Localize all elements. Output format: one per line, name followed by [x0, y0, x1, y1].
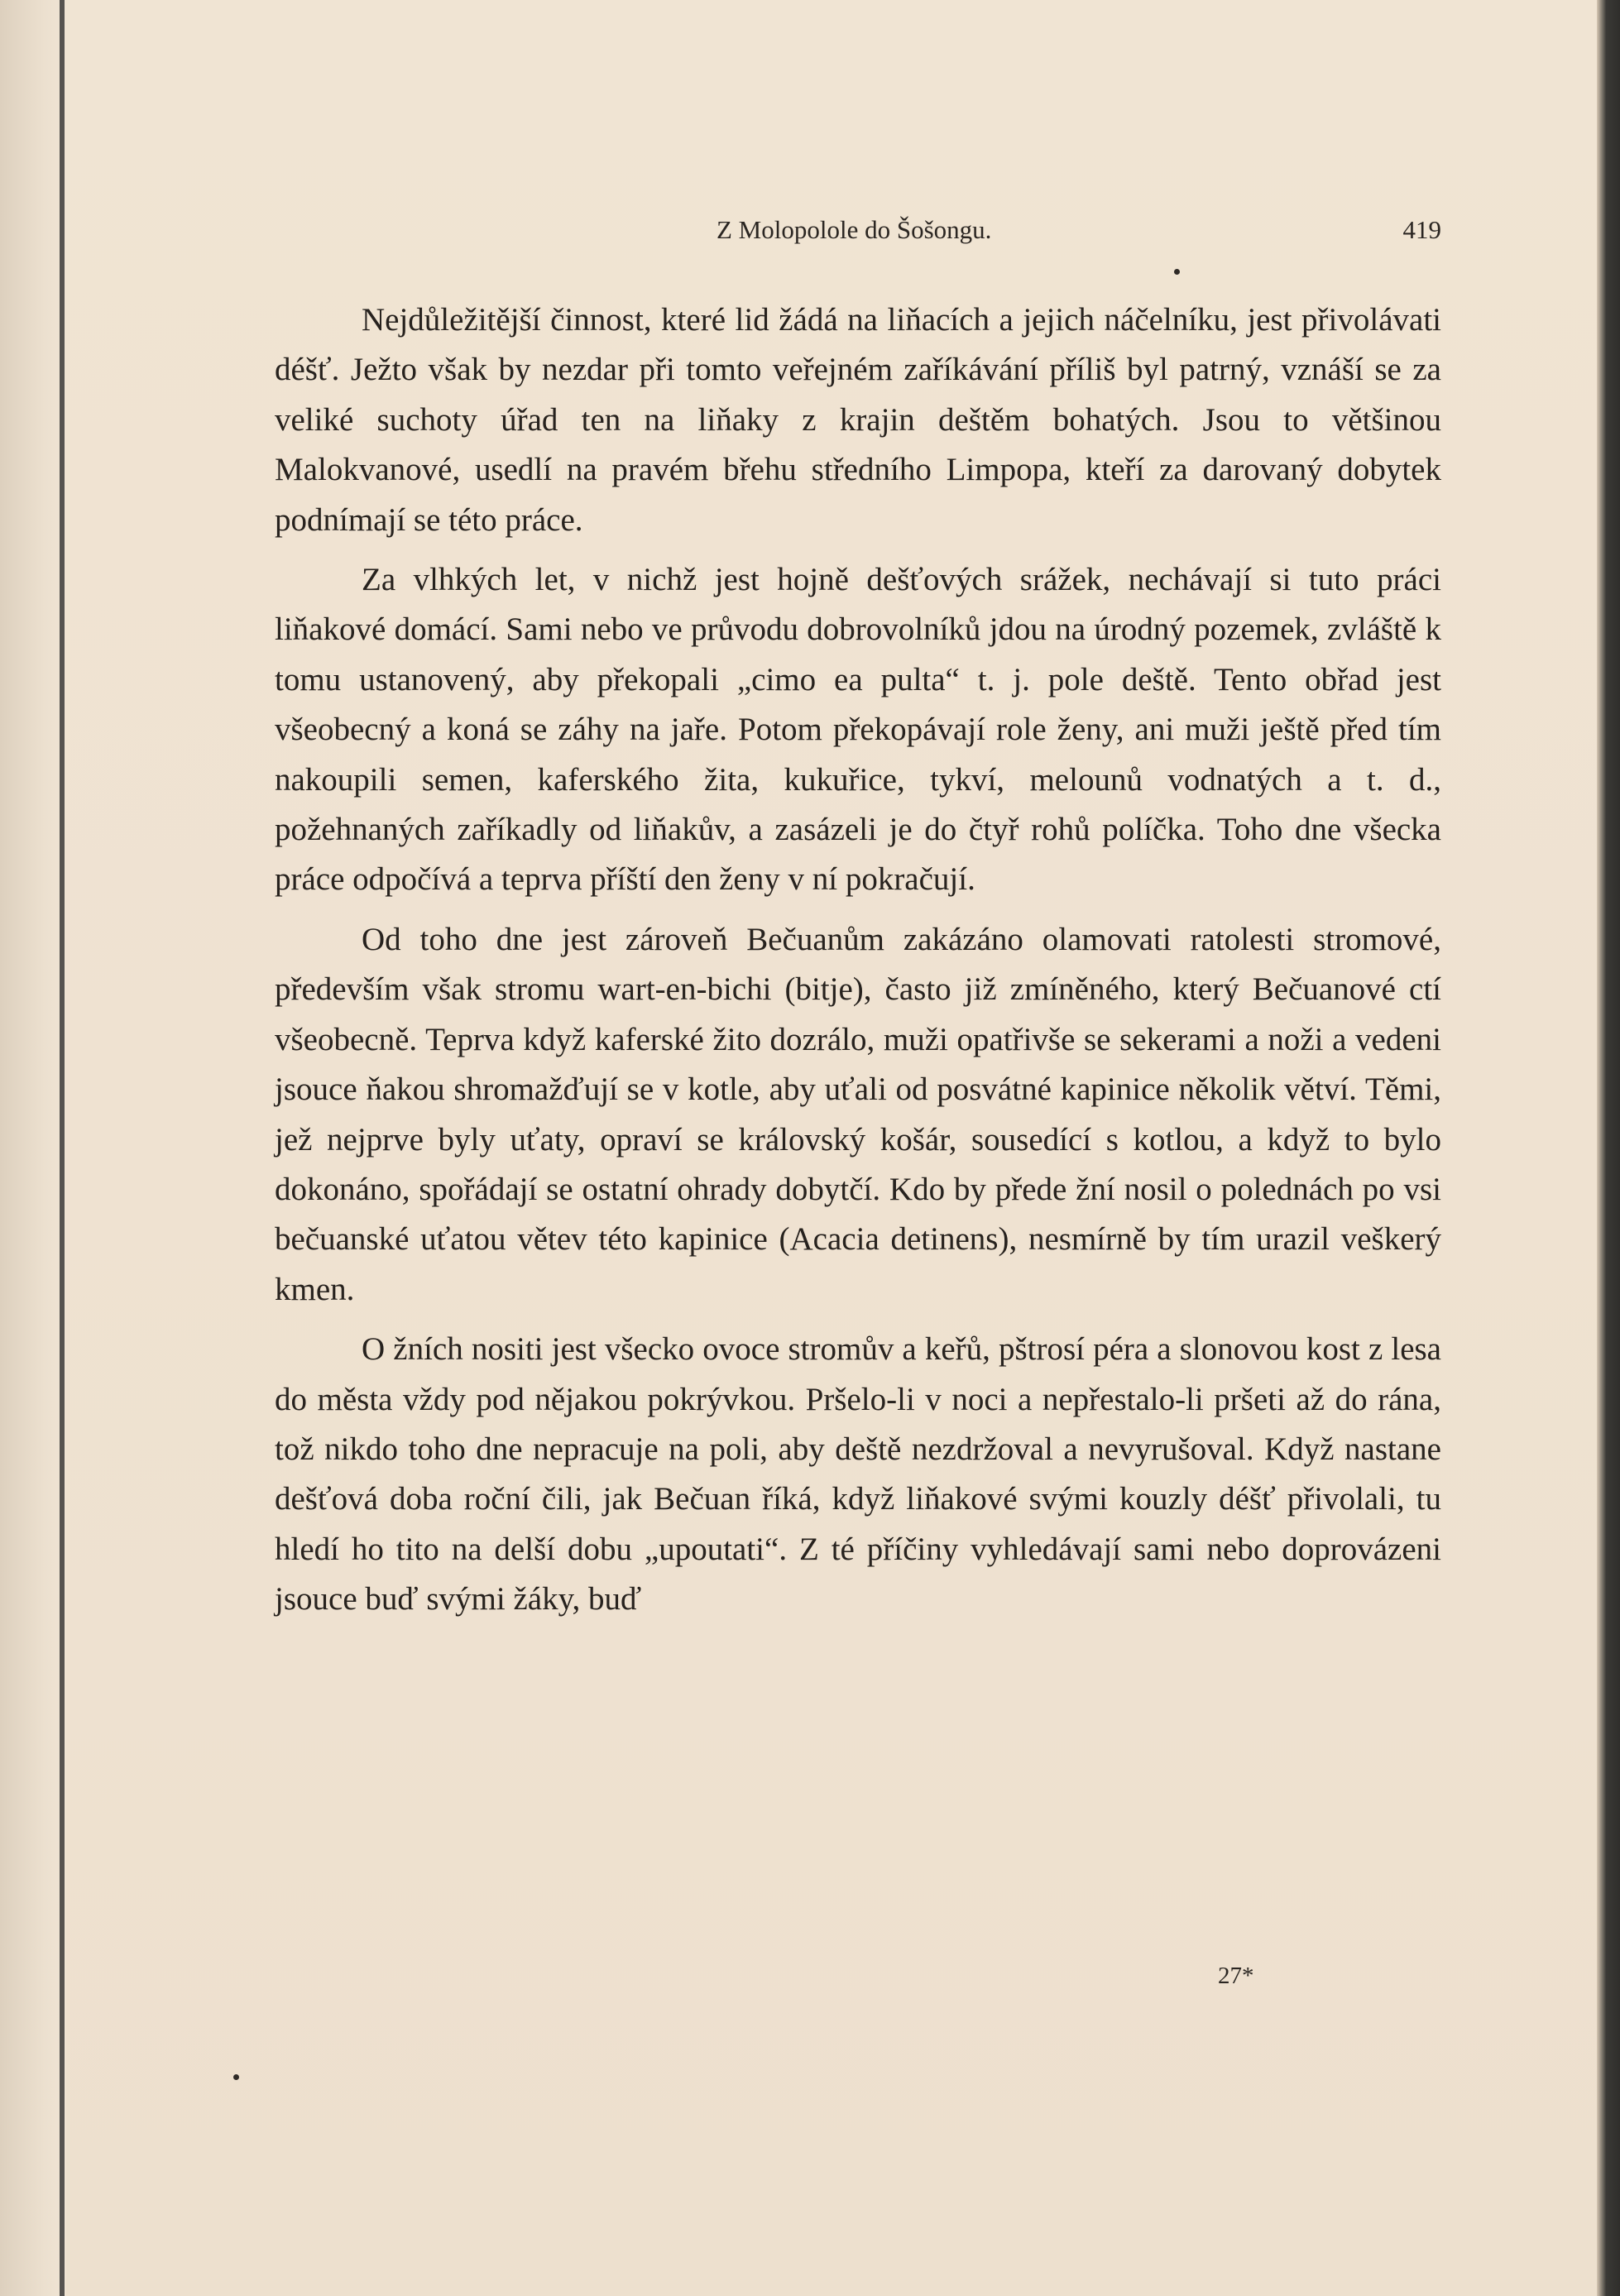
paragraph-3: Od toho dne jest zároveň Bečuanům zakázáno olamovati ratolesti stromové, především však stromu wart-en-bichi (bitje), často již zmíněného, který Bečuanové ctí všeobecně. Teprva když kaferské žito dozrálo, muži opatřivše se sekerami a noži a vedeni jsouce ňakou shromažďují se v kotle, aby uťali od posvátné kapinice několik větví. Těmi, jež nejprve byly uťaty, opraví se královský košár, sousedící s kotlou, a když to bylo dokonáno, spořádají se ostatní ohrady dobytčí. Kdo by přede žní nosil o polednách po vsi bečuanské uťatou větev této kapinice (Acacia detinens), nesmírně by tím urazil veškerý kmen. — [275, 921, 1441, 1307]
ink-speck — [1174, 269, 1180, 275]
signature-mark: 27* — [1218, 1963, 1254, 1989]
gutter-line — [60, 0, 65, 2296]
page-number: 419 — [1402, 215, 1441, 244]
page-right-edge — [1597, 0, 1620, 2296]
running-title: Z Molopolole do Šošongu. — [717, 215, 992, 244]
body-text — [275, 295, 1441, 1635]
ink-speck — [233, 2074, 239, 2080]
paragraph-2: Za vlhkých let, v nichž jest hojně dešťových srážek, nechávají si tuto práci liňakové domácí. Sami nebo ve průvodu dobrovolníků jdou na úrodný pozemek, zvláště k tomu ustanovený, aby překopali „cimo ea pulta“ t. j. pole deště. Tento obřad jest všeobecný a koná se záhy na jaře. Potom překopávají role ženy, ani muži ještě před tím nakoupili semen, kaferského žita, kukuřice, tykví, melounů vodnatých a t. d., požehnaných zaříkadly od liňakův, a zasázeli je do čtyř rohů políčka. Toho dne všecka práce odpočívá a teprva příští den ženy v ní pokračují. — [275, 562, 1441, 898]
paragraph-4: O žních nositi jest všecko ovoce stromův a keřů, pštrosí péra a slonovou kost z lesa do města vždy pod nějakou pokrývkou. Pršelo-li v noci a nepřestalo-li pršeti až do rána, tož nikdo toho dne nepracuje na poli, aby deště nezdržoval a nevyrušoval. Když nastane dešťová doba roční čili, jak Bečuan říká, když liňakové svými kouzly déšť přivolali, tu hledí ho tito na delší dobu „upoutati“. Z té příčiny vyhledávají sami nebo doprovázeni jsouce buď svými žáky, buď — [275, 1331, 1441, 1618]
paragraph-1: Nejdůležitější činnost, které lid žádá na liňacích a jejich náčelníku, jest přivolávati déšť. Ježto však by nezdar při tomto veřejném zaříkávání příliš byl patrný, vznáší se za veliké suchoty úřad ten na liňaky z krajin deštěm bohatých. Jsou to většinou Malokvanové, usedlí na pravém břehu středního Limpopa, kteří za darovaný dobytek podnímají se této práce. — [275, 302, 1441, 538]
book-page — [66, 0, 1597, 2296]
